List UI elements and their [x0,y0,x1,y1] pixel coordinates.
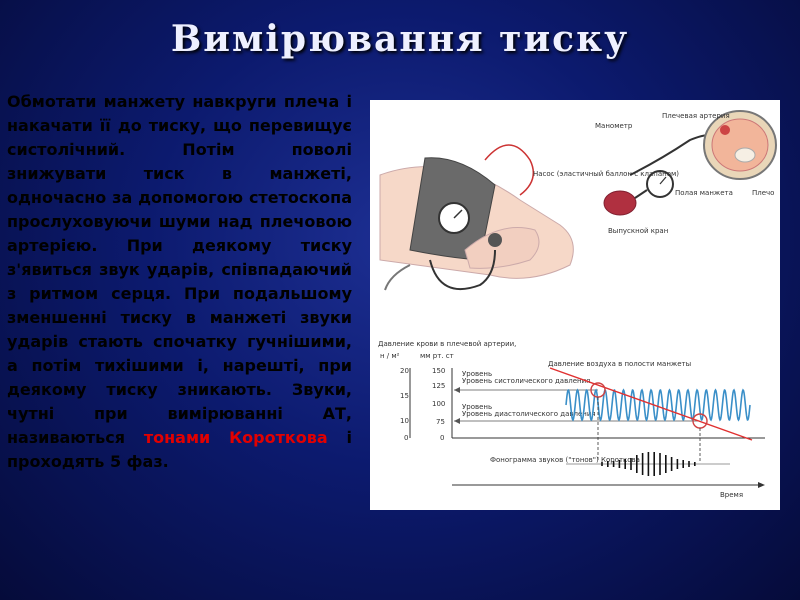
label-systolic-1: Уровень [462,370,493,378]
korotkov-sounds-highlight: тонами Короткова [143,428,328,447]
stethoscope-tube-2 [385,265,410,290]
tick-right-75: 75 [436,418,445,426]
tick-left-0: 0 [404,434,409,442]
tick-right-0: 0 [440,434,445,442]
label-y-units-right: мм рт. ст [420,352,454,360]
tick-left-20: 20 [400,367,409,375]
label-y-axis-title: Давление крови в плечевой артерии, [378,340,517,348]
label-cuff-pressure: Давление воздуха в полости манжеты [548,360,692,368]
artery-dot [720,125,730,135]
label-diastolic: Уровень диастолического давления [462,410,596,418]
label-y-units-left: н / м² [380,352,400,360]
label-shoulder: Плечо [752,189,775,197]
tick-left-15: 15 [400,392,409,400]
paragraph-text: Обмотати манжету навкруги плеча і накачати її до тиску, що перевищує систолічний. Потім поволі знижувати тиск в манжеті, одночасно за допомогою стетоскопа прослуховуючи шуми над плечовою артерією. При деякому тиску з'явиться звук ударів, співпадаючий з ритмом серця. При подальшому зменшенні тиску в манжеті звуки ударів стають спочатку гучнішими, а потім тихішими і, нарешті, при деякому тиску зникають. Звуки, чутні при вимірюванні АТ, називаються [7,92,352,447]
label-time: Время [720,491,744,499]
stethoscope-head [488,233,502,247]
pressure-graph [378,340,765,499]
tick-right-125: 125 [432,382,446,390]
measurement-figure [370,100,780,510]
figure-svg [370,100,780,510]
gauge-on-cuff [439,203,469,233]
tick-right-100: 100 [432,400,446,408]
label-manometer: Манометр [595,122,633,130]
label-valve: Выпускной кран [608,227,669,235]
label-pump: Насос (эластичный баллон с клапаном) [533,170,680,178]
pump-bulb [604,191,636,215]
label-systolic: Уровень систолического давления [462,377,591,385]
tick-right-150: 150 [432,367,446,375]
slide-title: Вимірювання тиску [170,18,630,60]
label-cuff: Полая манжета [675,189,733,197]
description-paragraph [7,90,352,474]
label-diastolic-1: Уровень [462,403,493,411]
label-phonogram: Фонограмма звуков ("тонов") Короткова [490,456,640,464]
paragraph-tail: і проходять 5 фаз. [7,428,353,471]
tick-left-10: 10 [400,417,409,425]
label-artery: Плечевая артерия [662,112,730,120]
